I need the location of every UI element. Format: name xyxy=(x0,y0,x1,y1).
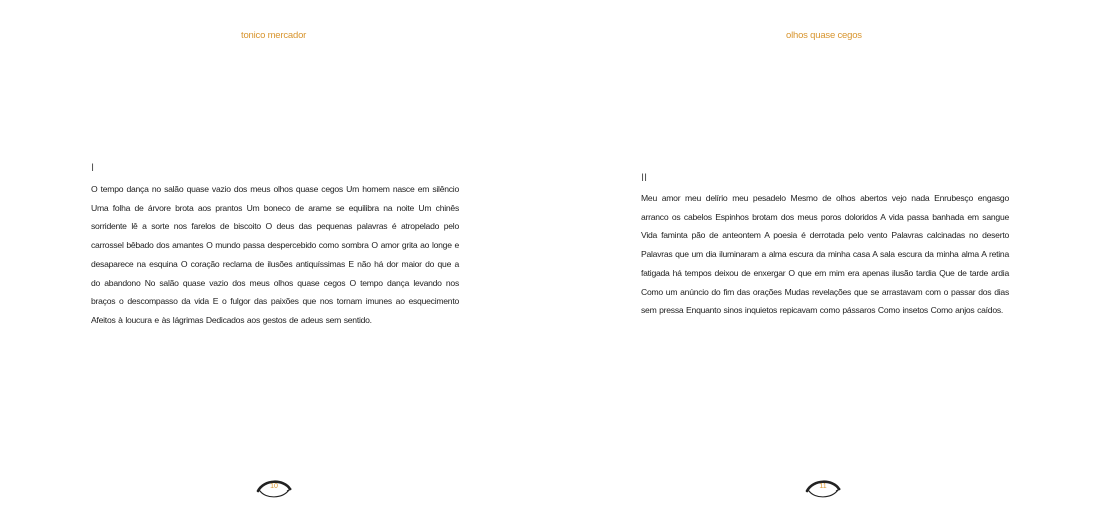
poem-body: O tempo dança no salão quase vazio dos meus olhos quase cegos Um homem nasce em silêncio Uma folha de árvore brota aos prantos Um boneco de arame se equilibra na noite Um chinês sorridente lê a sorte nos farelos de biscoito O deus das pequenas palavras é atropelado pelo carrossel bêbado dos amantes O mundo passa despercebido como sombra O amor grita ao longe e desaparece na esquina O coração reclama de ilusões antiquíssimas E não há dor maior do que a do abandono No salão quase vazio dos meus olhos quase cegos O tempo dança levando nos braços o descompasso da vida E o fulgor das paixões que nos tornam imunes ao esquecimento Afeitos à loucura e às lágrimas Dedicados aos gestos de adeus sem sentido. xyxy=(91,184,459,325)
section-numeral: II xyxy=(641,172,648,184)
section-numeral: I xyxy=(91,162,95,174)
page-folio xyxy=(805,476,841,502)
right-page xyxy=(550,0,1100,526)
poem-body: Meu amor meu delírio meu pesadelo Mesmo de olhos abertos vejo nada Enrubesço engasgo arranco os cabelos Espinhos brotam dos meus poros doloridos A vida passa banhada em sangue Vida faminta pão de anteontem A poesia é derrotada pelo vento Palavras calcinadas no deserto Palavras que um dia iluminaram a alma escura da minha casa A sala escura da minha alma A retina fatigada há tempos deixou de enxergar O que em mim era apenas ilusão tardia Que de tarde ardia Como um anúncio do fim das orações Mudas revelações que se arrastavam com o passar dos dias sem pressa Enquanto sinos inquietos repicavam como pássaros Como insetos Como anjos caídos. xyxy=(641,193,1009,316)
running-head-author: tonico mercador xyxy=(241,30,307,41)
running-head-title: olhos quase cegos xyxy=(786,30,862,41)
page-folio xyxy=(256,476,292,502)
page-number: 10 xyxy=(270,483,278,490)
page-number: 11 xyxy=(819,483,827,490)
